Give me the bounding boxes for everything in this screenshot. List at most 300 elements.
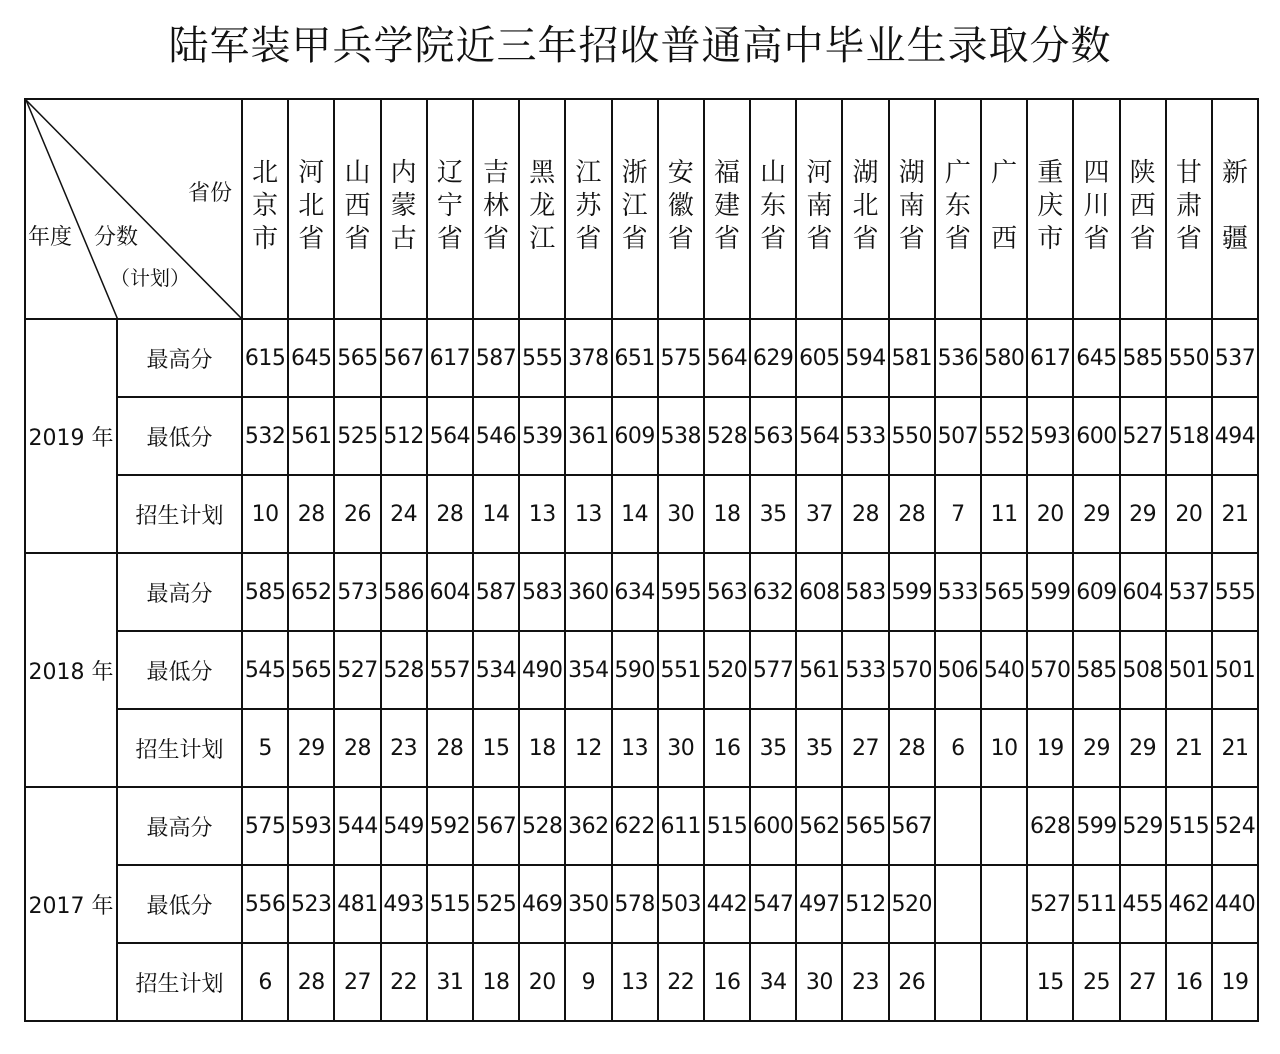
province-char: 省 xyxy=(806,224,833,254)
province-header xyxy=(612,99,658,319)
score-cell: 546 xyxy=(473,397,519,475)
metric-label: 最低分 xyxy=(117,397,242,475)
score-cell: 527 xyxy=(1027,865,1073,943)
score-cell: 617 xyxy=(427,319,473,397)
table-row xyxy=(25,709,1258,787)
score-cell: 587 xyxy=(473,319,519,397)
score-cell: 501 xyxy=(1212,631,1258,709)
score-cell: 547 xyxy=(750,865,796,943)
province-name xyxy=(243,158,287,254)
province-char: 古 xyxy=(390,224,417,254)
score-cell: 512 xyxy=(381,397,427,475)
province-char: 省 xyxy=(713,224,740,254)
province-header xyxy=(565,99,611,319)
score-cell xyxy=(981,865,1027,943)
score-cell: 529 xyxy=(1120,787,1166,865)
score-cell: 25 xyxy=(1073,943,1119,1021)
score-cell: 13 xyxy=(612,709,658,787)
province-char: 省 xyxy=(298,224,325,254)
score-cell: 590 xyxy=(612,631,658,709)
score-cell: 21 xyxy=(1212,475,1258,553)
province-name xyxy=(289,158,333,254)
score-cell: 14 xyxy=(612,475,658,553)
score-cell: 490 xyxy=(519,631,565,709)
score-cell: 605 xyxy=(796,319,842,397)
score-cell: 29 xyxy=(1073,709,1119,787)
score-cell: 567 xyxy=(889,787,935,865)
score-cell: 29 xyxy=(288,709,334,787)
score-cell: 555 xyxy=(519,319,565,397)
score-cell: 583 xyxy=(519,553,565,631)
score-cell: 518 xyxy=(1166,397,1212,475)
metric-label: 最低分 xyxy=(117,865,242,943)
score-cell: 20 xyxy=(519,943,565,1021)
score-cell: 7 xyxy=(935,475,981,553)
score-cell: 6 xyxy=(242,943,288,1021)
score-cell: 362 xyxy=(565,787,611,865)
province-char: 甘 xyxy=(1175,158,1202,188)
score-cell: 28 xyxy=(288,943,334,1021)
score-cell: 587 xyxy=(473,553,519,631)
score-cell: 567 xyxy=(381,319,427,397)
score-cell: 354 xyxy=(565,631,611,709)
score-cell: 35 xyxy=(796,709,842,787)
score-cell: 575 xyxy=(658,319,704,397)
province-char: 北 xyxy=(852,191,879,221)
score-cell: 570 xyxy=(889,631,935,709)
score-cell: 16 xyxy=(1166,943,1212,1021)
province-char: 疆 xyxy=(1222,224,1249,254)
province-header xyxy=(1120,99,1166,319)
province-name xyxy=(936,158,980,254)
province-char: 龙 xyxy=(529,191,556,221)
score-cell: 645 xyxy=(1073,319,1119,397)
score-cell: 30 xyxy=(796,943,842,1021)
score-cell: 507 xyxy=(935,397,981,475)
score-cell xyxy=(935,787,981,865)
score-cell: 651 xyxy=(612,319,658,397)
metric-label: 招生计划 xyxy=(117,943,242,1021)
province-name xyxy=(474,158,518,254)
score-cell: 26 xyxy=(889,943,935,1021)
province-char: 庆 xyxy=(1037,191,1064,221)
province-char: 南 xyxy=(806,191,833,221)
province-char: 省 xyxy=(760,224,787,254)
score-cell: 469 xyxy=(519,865,565,943)
score-cell: 585 xyxy=(1073,631,1119,709)
province-name xyxy=(382,158,426,254)
province-char: 河 xyxy=(298,158,325,188)
province-header xyxy=(381,99,427,319)
province-name xyxy=(520,158,564,254)
province-char: 省 xyxy=(898,224,925,254)
score-cell: 19 xyxy=(1212,943,1258,1021)
table-row xyxy=(25,787,1258,865)
score-cell: 520 xyxy=(889,865,935,943)
score-cell: 508 xyxy=(1120,631,1166,709)
province-name xyxy=(1028,158,1072,254)
corner-label-score: 分数 xyxy=(94,225,139,250)
score-cell: 555 xyxy=(1212,553,1258,631)
province-header xyxy=(750,99,796,319)
score-cell: 31 xyxy=(427,943,473,1021)
province-char: 浙 xyxy=(621,158,648,188)
score-cell: 533 xyxy=(842,397,888,475)
score-cell: 544 xyxy=(334,787,380,865)
score-cell: 29 xyxy=(1120,709,1166,787)
province-name xyxy=(797,158,841,254)
score-cell: 29 xyxy=(1073,475,1119,553)
province-char: 省 xyxy=(852,224,879,254)
score-cell: 24 xyxy=(381,475,427,553)
score-cell: 629 xyxy=(750,319,796,397)
province-char: 蒙 xyxy=(390,191,417,221)
province-header xyxy=(288,99,334,319)
score-cell: 23 xyxy=(381,709,427,787)
province-char: 内 xyxy=(390,158,417,188)
score-cell: 15 xyxy=(473,709,519,787)
score-cell: 20 xyxy=(1027,475,1073,553)
score-cell: 593 xyxy=(1027,397,1073,475)
province-name xyxy=(1074,158,1118,254)
table-row xyxy=(25,631,1258,709)
score-cell: 537 xyxy=(1166,553,1212,631)
score-cell: 600 xyxy=(750,787,796,865)
year-cell: 2019 年 xyxy=(25,319,117,553)
score-cell: 6 xyxy=(935,709,981,787)
score-cell: 30 xyxy=(658,709,704,787)
score-cell: 594 xyxy=(842,319,888,397)
score-cell: 622 xyxy=(612,787,658,865)
province-name xyxy=(982,158,1026,254)
province-char: 省 xyxy=(575,224,602,254)
score-cell: 557 xyxy=(427,631,473,709)
score-cell: 562 xyxy=(796,787,842,865)
score-cell: 609 xyxy=(612,397,658,475)
score-cell: 527 xyxy=(334,631,380,709)
score-cell: 19 xyxy=(1027,709,1073,787)
metric-label: 招生计划 xyxy=(117,475,242,553)
score-cell: 520 xyxy=(704,631,750,709)
province-name xyxy=(843,158,887,254)
score-cell: 573 xyxy=(334,553,380,631)
score-cell: 580 xyxy=(981,319,1027,397)
score-cell: 570 xyxy=(1027,631,1073,709)
score-cell: 361 xyxy=(565,397,611,475)
score-cell: 632 xyxy=(750,553,796,631)
score-cell: 609 xyxy=(1073,553,1119,631)
score-cell: 442 xyxy=(704,865,750,943)
province-char: 山 xyxy=(344,158,371,188)
province-char: 市 xyxy=(1037,224,1064,254)
score-cell: 551 xyxy=(658,631,704,709)
province-header xyxy=(519,99,565,319)
score-cell: 20 xyxy=(1166,475,1212,553)
province-name xyxy=(705,158,749,254)
score-cell: 538 xyxy=(658,397,704,475)
province-header xyxy=(334,99,380,319)
province-header xyxy=(1027,99,1073,319)
score-cell: 14 xyxy=(473,475,519,553)
score-cell: 13 xyxy=(565,475,611,553)
score-cell: 552 xyxy=(981,397,1027,475)
province-char: 东 xyxy=(944,191,971,221)
province-char: 省 xyxy=(344,224,371,254)
province-char: 广 xyxy=(944,158,971,188)
province-char: 省 xyxy=(1083,224,1110,254)
province-char: 西 xyxy=(991,224,1018,254)
province-char: 宁 xyxy=(436,191,463,221)
metric-label: 最高分 xyxy=(117,319,242,397)
score-cell: 608 xyxy=(796,553,842,631)
province-char: 河 xyxy=(806,158,833,188)
score-cell: 532 xyxy=(242,397,288,475)
score-cell: 564 xyxy=(704,319,750,397)
province-char: 苏 xyxy=(575,191,602,221)
province-name xyxy=(890,158,934,254)
score-cell: 28 xyxy=(427,475,473,553)
score-cell: 28 xyxy=(427,709,473,787)
score-cell: 511 xyxy=(1073,865,1119,943)
province-char: 林 xyxy=(483,191,510,221)
province-char: 湖 xyxy=(898,158,925,188)
score-cell: 528 xyxy=(704,397,750,475)
document-title: 陆军装甲兵学院近三年招收普通高中毕业生录取分数 xyxy=(168,23,1112,69)
province-header xyxy=(1212,99,1258,319)
province-char: 西 xyxy=(344,191,371,221)
province-header xyxy=(1073,99,1119,319)
score-cell: 536 xyxy=(935,319,981,397)
score-cell: 360 xyxy=(565,553,611,631)
score-cell: 22 xyxy=(381,943,427,1021)
score-cell: 564 xyxy=(796,397,842,475)
score-cell: 21 xyxy=(1212,709,1258,787)
province-char: 山 xyxy=(760,158,787,188)
metric-label: 最高分 xyxy=(117,553,242,631)
score-cell: 599 xyxy=(1027,553,1073,631)
province-char: 西 xyxy=(1129,191,1156,221)
table-row xyxy=(25,865,1258,943)
score-cell: 581 xyxy=(889,319,935,397)
score-cell: 34 xyxy=(750,943,796,1021)
score-cell: 497 xyxy=(796,865,842,943)
province-name xyxy=(613,158,657,254)
admission-scores-table xyxy=(24,98,1259,1022)
score-cell: 550 xyxy=(889,397,935,475)
score-cell: 615 xyxy=(242,319,288,397)
score-cell: 28 xyxy=(842,475,888,553)
province-char: 黑 xyxy=(529,158,556,188)
score-cell: 27 xyxy=(334,943,380,1021)
score-cell: 440 xyxy=(1212,865,1258,943)
province-char: 京 xyxy=(252,191,279,221)
score-cell: 539 xyxy=(519,397,565,475)
score-cell: 481 xyxy=(334,865,380,943)
score-cell xyxy=(935,943,981,1021)
province-header xyxy=(658,99,704,319)
score-cell: 22 xyxy=(658,943,704,1021)
score-cell: 533 xyxy=(935,553,981,631)
score-cell: 537 xyxy=(1212,319,1258,397)
score-cell: 652 xyxy=(288,553,334,631)
score-cell: 565 xyxy=(842,787,888,865)
province-char: 省 xyxy=(944,224,971,254)
score-cell: 501 xyxy=(1166,631,1212,709)
score-cell: 28 xyxy=(889,475,935,553)
province-header xyxy=(427,99,473,319)
province-char: 江 xyxy=(575,158,602,188)
score-cell: 634 xyxy=(612,553,658,631)
province-char: 辽 xyxy=(436,158,463,188)
score-cell: 11 xyxy=(981,475,1027,553)
score-cell xyxy=(981,943,1027,1021)
table-row xyxy=(25,319,1258,397)
province-char: 湖 xyxy=(852,158,879,188)
header-row xyxy=(25,99,1258,319)
score-cell: 30 xyxy=(658,475,704,553)
corner-label-plan: （计划） xyxy=(110,266,190,290)
province-char: 肃 xyxy=(1175,191,1202,221)
score-cell: 5 xyxy=(242,709,288,787)
score-cell: 628 xyxy=(1027,787,1073,865)
score-cell xyxy=(981,787,1027,865)
score-cell: 611 xyxy=(658,787,704,865)
year-cell: 2018 年 xyxy=(25,553,117,787)
province-name xyxy=(335,158,379,254)
score-cell: 525 xyxy=(473,865,519,943)
province-char: 省 xyxy=(667,224,694,254)
score-cell: 523 xyxy=(288,865,334,943)
score-cell: 585 xyxy=(1120,319,1166,397)
province-char: 陕 xyxy=(1129,158,1156,188)
score-cell: 515 xyxy=(704,787,750,865)
province-char: 川 xyxy=(1083,191,1110,221)
table-row xyxy=(25,397,1258,475)
score-cell: 28 xyxy=(889,709,935,787)
score-cell: 527 xyxy=(1120,397,1166,475)
province-char: 江 xyxy=(621,191,648,221)
score-cell: 575 xyxy=(242,787,288,865)
score-cell: 524 xyxy=(1212,787,1258,865)
province-char: 安 xyxy=(667,158,694,188)
score-cell: 563 xyxy=(704,553,750,631)
table-row xyxy=(25,553,1258,631)
score-cell: 564 xyxy=(427,397,473,475)
corner-label-province: 省份 xyxy=(188,181,233,206)
score-cell: 455 xyxy=(1120,865,1166,943)
score-cell: 18 xyxy=(704,475,750,553)
score-cell: 16 xyxy=(704,943,750,1021)
province-header xyxy=(1166,99,1212,319)
score-cell: 599 xyxy=(1073,787,1119,865)
province-char: 广 xyxy=(991,158,1018,188)
province-char: 徽 xyxy=(667,191,694,221)
score-cell: 583 xyxy=(842,553,888,631)
score-cell: 593 xyxy=(288,787,334,865)
province-name xyxy=(1213,158,1257,254)
score-cell: 27 xyxy=(1120,943,1166,1021)
score-cell: 595 xyxy=(658,553,704,631)
score-cell: 528 xyxy=(519,787,565,865)
province-char: 北 xyxy=(298,191,325,221)
province-char: 省 xyxy=(436,224,463,254)
score-cell: 604 xyxy=(427,553,473,631)
corner-header-cell xyxy=(25,99,242,319)
score-cell: 604 xyxy=(1120,553,1166,631)
score-cell: 10 xyxy=(242,475,288,553)
score-cell: 18 xyxy=(519,709,565,787)
province-char: 省 xyxy=(1175,224,1202,254)
province-char: 南 xyxy=(898,191,925,221)
score-cell: 28 xyxy=(288,475,334,553)
province-char: 江 xyxy=(529,224,556,254)
metric-label: 招生计划 xyxy=(117,709,242,787)
province-char: 新 xyxy=(1222,158,1249,188)
province-char: 省 xyxy=(1129,224,1156,254)
score-cell: 37 xyxy=(796,475,842,553)
score-cell: 16 xyxy=(704,709,750,787)
table-row xyxy=(25,475,1258,553)
province-header xyxy=(473,99,519,319)
province-name xyxy=(566,158,610,254)
score-cell: 533 xyxy=(842,631,888,709)
score-cell: 549 xyxy=(381,787,427,865)
metric-label: 最低分 xyxy=(117,631,242,709)
year-cell: 2017 年 xyxy=(25,787,117,1021)
score-cell: 540 xyxy=(981,631,1027,709)
score-cell: 515 xyxy=(1166,787,1212,865)
score-cell: 565 xyxy=(981,553,1027,631)
province-header xyxy=(889,99,935,319)
score-cell: 35 xyxy=(750,475,796,553)
corner-label-year: 年度 xyxy=(28,225,73,250)
province-header xyxy=(796,99,842,319)
province-name xyxy=(1121,158,1165,254)
score-cell: 15 xyxy=(1027,943,1073,1021)
score-cell: 350 xyxy=(565,865,611,943)
score-cell: 534 xyxy=(473,631,519,709)
score-cell: 10 xyxy=(981,709,1027,787)
score-cell: 493 xyxy=(381,865,427,943)
province-char: 重 xyxy=(1037,158,1064,188)
province-char: 建 xyxy=(713,191,740,221)
province-char: 吉 xyxy=(483,158,510,188)
score-cell: 28 xyxy=(334,709,380,787)
score-cell: 563 xyxy=(750,397,796,475)
score-cell: 617 xyxy=(1027,319,1073,397)
table-row xyxy=(25,943,1258,1021)
metric-label: 最高分 xyxy=(117,787,242,865)
province-name xyxy=(1167,158,1211,254)
score-cell: 35 xyxy=(750,709,796,787)
province-char: 省 xyxy=(621,224,648,254)
province-char: 四 xyxy=(1083,158,1110,188)
score-cell: 577 xyxy=(750,631,796,709)
province-header xyxy=(704,99,750,319)
score-cell: 378 xyxy=(565,319,611,397)
score-cell: 545 xyxy=(242,631,288,709)
score-cell: 23 xyxy=(842,943,888,1021)
province-char: 省 xyxy=(483,224,510,254)
score-cell: 578 xyxy=(612,865,658,943)
score-cell: 592 xyxy=(427,787,473,865)
province-char: 北 xyxy=(252,158,279,188)
province-header xyxy=(242,99,288,319)
score-cell: 503 xyxy=(658,865,704,943)
province-header xyxy=(842,99,888,319)
score-cell: 13 xyxy=(519,475,565,553)
province-char: 市 xyxy=(252,224,279,254)
